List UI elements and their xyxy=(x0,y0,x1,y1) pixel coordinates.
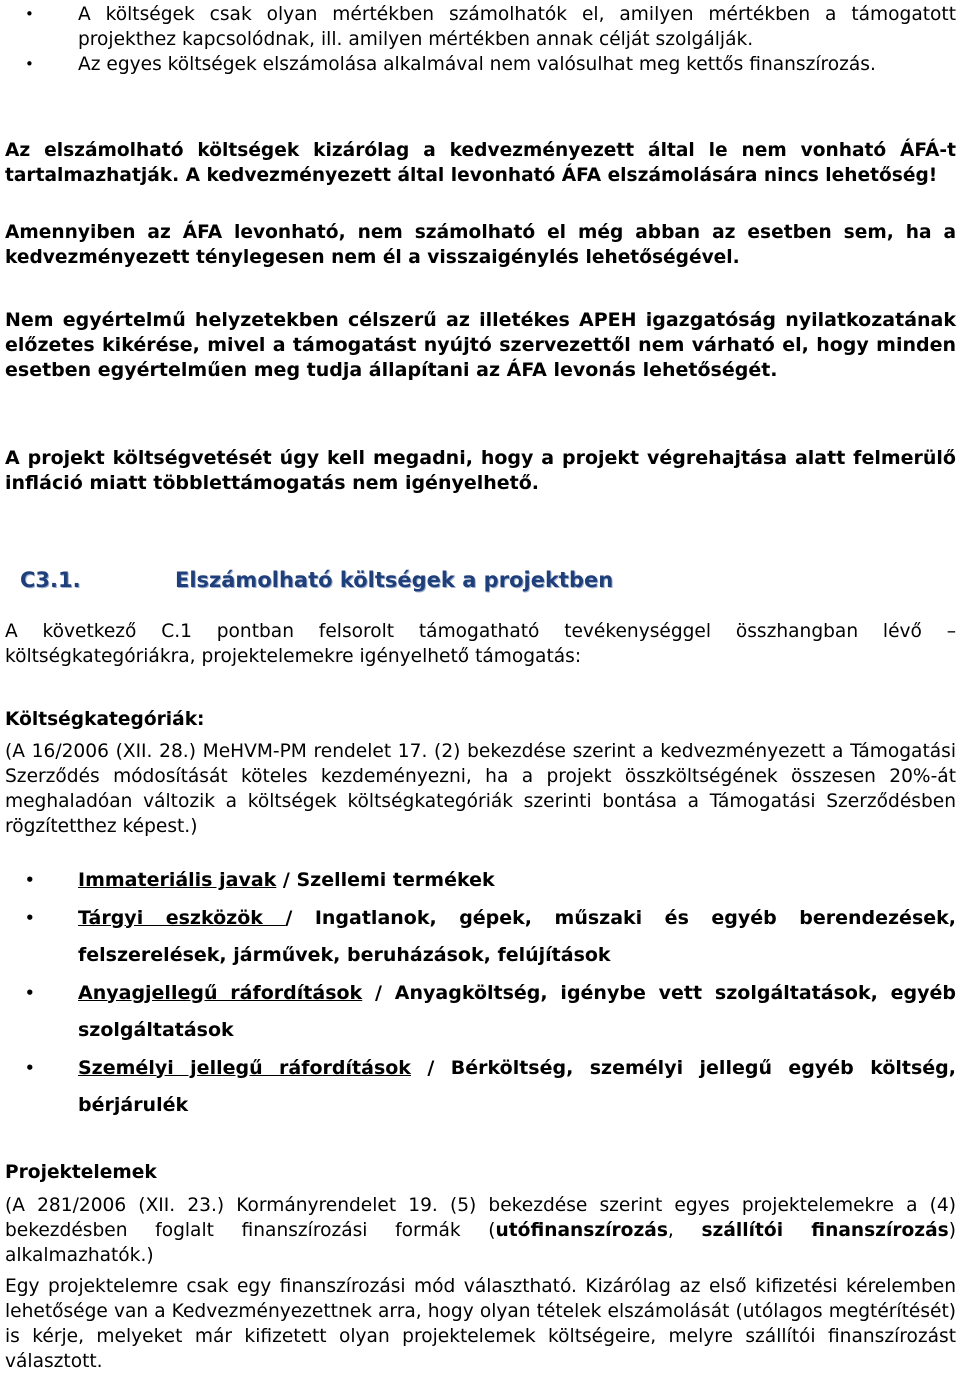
list-item-text: Az egyes költségek elszámolása alkalmával nem valósulhat meg kettős finanszírozás. xyxy=(78,54,876,75)
project-elements-heading: Projektelemek xyxy=(5,1162,157,1183)
project-elements-regulation xyxy=(5,1193,956,1268)
regulation-text-a: (A 281/2006 (XII. 23.) Kormányrendelet 19. (5) bekezdése szerint egyes projektelemekre a (4) bekezdésben foglalt finanszírozási formák ( xyxy=(5,1195,956,1241)
list-item xyxy=(5,52,956,77)
list-item xyxy=(5,862,956,900)
project-elements-final: Egy projektelemre csak egy finanszírozási mód választható. Kizárólag az első kifizetési kérelemben lehetősége van a Kedvezményezettnek arra, hogy olyan tételek elszámolását (utólagos megtérítését) is kérje, melyeket már kifizetett olyan projektelemek költségeire, melyre szállítói finanszírozást választott. xyxy=(5,1276,956,1372)
list-item xyxy=(5,1050,956,1125)
category-name: Immateriális javak xyxy=(78,869,277,891)
apeh-paragraph: Nem egyértelmű helyzetekben célszerű az illetékes APEH igazgatóság nyilatkozatának előzetes kikérése, mivel a támogatást nyújtó szervezettől nem várható el, hogy minden esetben egyértelműen meg tudja állapítani az ÁFA levonás lehetőségét. xyxy=(5,309,956,381)
vat-paragraph-2: Amennyiben az ÁFA levonható, nem számolható el még abban az esetben sem, ha a kedvezményezett ténylegesen nem él a visszaigénylés lehetőségével. xyxy=(5,222,956,268)
category-detail: / Szellemi termékek xyxy=(276,869,495,891)
intro-bullet-list xyxy=(5,2,956,77)
regulation-text-c: ) alkalmazhatók.) xyxy=(5,1220,957,1266)
vat-text-b: A kedvezményezett által levonható ÁFA elszámolására nincs lehetőség! xyxy=(185,165,938,186)
list-item xyxy=(5,900,956,975)
regulation-post-financing: utófinanszírozás xyxy=(495,1220,668,1241)
section-heading xyxy=(5,566,956,594)
list-item xyxy=(5,975,956,1050)
category-name: Tárgyi eszközök xyxy=(78,906,286,929)
inflation-paragraph: A projekt költségvetését úgy kell megadni, hogy a projekt végrehajtása alatt felmerülő infláció miatt többlettámogatás nem igényelhető. xyxy=(5,447,956,494)
category-list xyxy=(5,862,956,1125)
category-name: Anyagjellegű ráfordítások xyxy=(78,981,363,1004)
category-detail: / Anyagköltség, igénybe vett szolgáltatások, egyéb szolgáltatások xyxy=(78,981,956,1041)
categories-regulation: (A 16/2006 (XII. 28.) MeHVM-PM rendelet 17. (2) bekezdése szerint a kedvezményezett a Támogatási Szerződés módosítását köteles kezdeményezni, ha a projekt összköltségének összesen 20%-át meghaladóan változik a költségek költségkategóriák szerinti bontása a Támogatási Szerződésben rögzítetthez képest.) xyxy=(5,741,956,837)
regulation-separator: , xyxy=(667,1220,702,1241)
section-title: Elszámolható költségek a projektben xyxy=(175,568,614,592)
category-detail: / Bérköltség, személyi jellegű egyéb költség, bérjárulék xyxy=(78,1056,956,1116)
list-item-text: A költségek csak olyan mértékben számolhatók el, amilyen mértékben a támogatott projekthez kapcsolódnak, ill. amilyen mértékben annak célját szolgálják. xyxy=(78,4,956,50)
regulation-supplier-financing: szállítói finanszírozás xyxy=(701,1220,949,1241)
vat-text-a: Az elszámolható költségek kizárólag a kedvezményezett által le nem vonható ÁFÁ-t tartalmazhatják. xyxy=(5,140,956,186)
category-name: Személyi jellegű ráfordítások xyxy=(78,1056,411,1079)
category-detail: / Ingatlanok, gépek, műszaki és egyéb berendezések, felszerelések, járművek, beruházások, felújítások xyxy=(78,906,956,966)
vat-paragraph-1 xyxy=(5,138,956,188)
section-intro: A következő C.1 pontban felsorolt támogatható tevékenységgel összhangban lévő – költségkategóriákra, projektelemekre igényelhető támogatás: xyxy=(5,621,956,667)
section-number: C3.1. xyxy=(20,568,81,592)
list-item xyxy=(5,2,956,52)
categories-heading: Költségkategóriák: xyxy=(5,709,205,730)
